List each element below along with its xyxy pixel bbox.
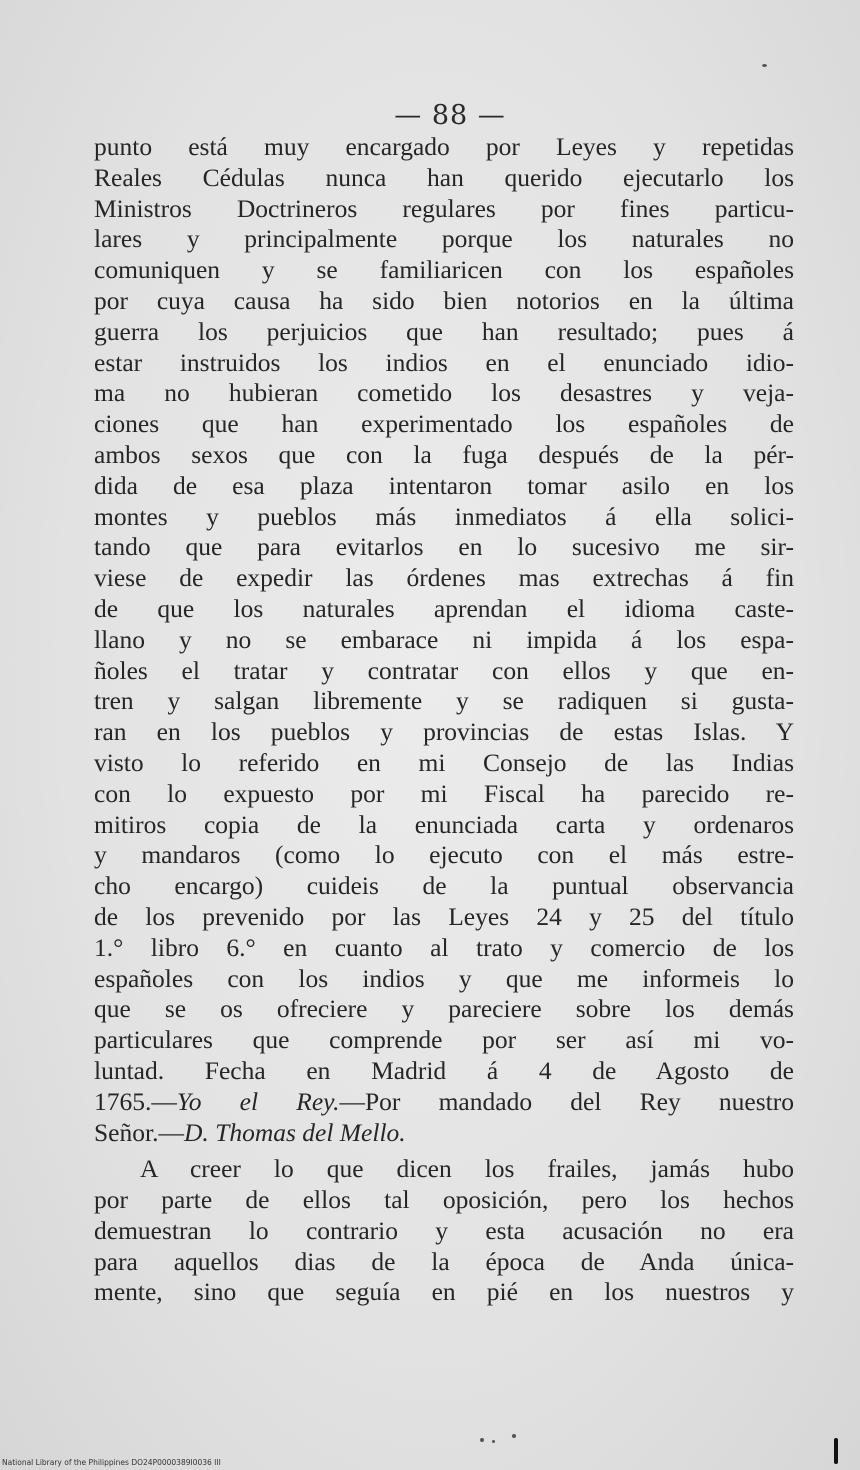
body-line: españoles con los indios y que me informeis lo bbox=[94, 963, 794, 993]
body-line: ñoles el tratar y contratar con ellos y que en- bbox=[94, 655, 794, 685]
body-line: llano y no se embarace ni impida á los espa- bbox=[94, 624, 794, 654]
decree-signature-line bbox=[94, 1087, 794, 1118]
body-line: 1.° libro 6.° en cuanto al trato y comercio de los bbox=[94, 932, 794, 962]
attestation-prefix: Señor.— bbox=[94, 1117, 184, 1147]
body-line: tren y salgan libremente y se radiquen si gusta- bbox=[94, 686, 794, 716]
scan-speck bbox=[762, 64, 767, 67]
document-body bbox=[94, 132, 794, 1308]
body-line: visto lo referido en mi Consejo de las Indias bbox=[94, 747, 794, 777]
body-line: viese de expedir las órdenes mas extrechas á fin bbox=[94, 563, 794, 593]
scan-speck bbox=[512, 1434, 516, 1438]
body-line: luntad. Fecha en Madrid á 4 de Agosto de bbox=[94, 1055, 794, 1085]
scan-speck bbox=[480, 1438, 484, 1442]
paragraph-line: por parte de ellos tal oposición, pero los hechos bbox=[94, 1185, 794, 1215]
body-line: ma no hubieran cometido los desastres y veja- bbox=[94, 378, 794, 408]
body-line: estar instruidos los indios en el enunciado idio- bbox=[94, 347, 794, 377]
decree-countersign: —Por mandado del Rey nuestro bbox=[339, 1086, 794, 1116]
scan-speck bbox=[492, 1440, 495, 1443]
attestation-signatory: D. Thomas del Mello. bbox=[183, 1117, 406, 1147]
paragraph-line: mente, sino que seguía en pié en los nuestros y bbox=[94, 1277, 794, 1307]
body-line: ciones que han experimentado los españoles de bbox=[94, 409, 794, 439]
paragraph-line: demuestran lo contrario y esta acusación no era bbox=[94, 1215, 794, 1245]
body-line: punto está muy encargado por Leyes y repetidas bbox=[94, 132, 794, 161]
body-line: que se os ofreciere y pareciere sobre los demás bbox=[94, 994, 794, 1024]
decree-year: 1765.— bbox=[94, 1086, 177, 1116]
scan-edge-mark bbox=[834, 1438, 838, 1464]
body-line: tando que para evitarlos en lo sucesivo me sir- bbox=[94, 532, 794, 562]
body-line: por cuya causa ha sido bien notorios en la última bbox=[94, 285, 794, 315]
body-line: ran en los pueblos y provincias de estas Islas. Y bbox=[94, 717, 794, 747]
paragraph-line: para aquellos dias de la época de Anda única- bbox=[94, 1246, 794, 1276]
body-line: dida de esa plaza intentaron tomar asilo en los bbox=[94, 470, 794, 500]
body-line: cho encargo) cuideis de la puntual observancia bbox=[94, 871, 794, 901]
body-line: guerra los perjuicios que han resultado; pues á bbox=[94, 316, 794, 346]
royal-signature: Yo el Rey. bbox=[176, 1086, 340, 1116]
body-line: comuniquen y se familiaricen con los españoles bbox=[94, 255, 794, 285]
body-line: lares y principalmente porque los naturales no bbox=[94, 224, 794, 254]
body-line: con lo expuesto por mi Fiscal ha parecido re- bbox=[94, 778, 794, 808]
scan-credit: National Library of the Philippines DO24P0000389I0036 III bbox=[2, 1458, 221, 1467]
body-line: y mandaros (como lo ejecuto con el más estre- bbox=[94, 840, 794, 870]
decree-attestation-line bbox=[94, 1118, 794, 1149]
paragraph-line: A creer lo que dicen los frailes, jamás hubo bbox=[140, 1154, 794, 1184]
body-line: de los prevenido por las Leyes 24 y 25 del título bbox=[94, 901, 794, 931]
body-line: montes y pueblos más inmediatos á ella solici- bbox=[94, 501, 794, 531]
body-line: de que los naturales aprendan el idioma caste- bbox=[94, 593, 794, 623]
body-line: particulares que comprende por ser así mi vo- bbox=[94, 1025, 794, 1055]
body-line: Reales Cédulas nunca han querido ejecutarlo los bbox=[94, 162, 794, 192]
body-line: mitiros copia de la enunciada carta y ordenaros bbox=[94, 809, 794, 839]
body-line: Ministros Doctrineros regulares por fines particu- bbox=[94, 193, 794, 223]
body-line: ambos sexos que con la fuga después de la pér- bbox=[94, 439, 794, 469]
page-number: — 88 — bbox=[394, 100, 506, 131]
